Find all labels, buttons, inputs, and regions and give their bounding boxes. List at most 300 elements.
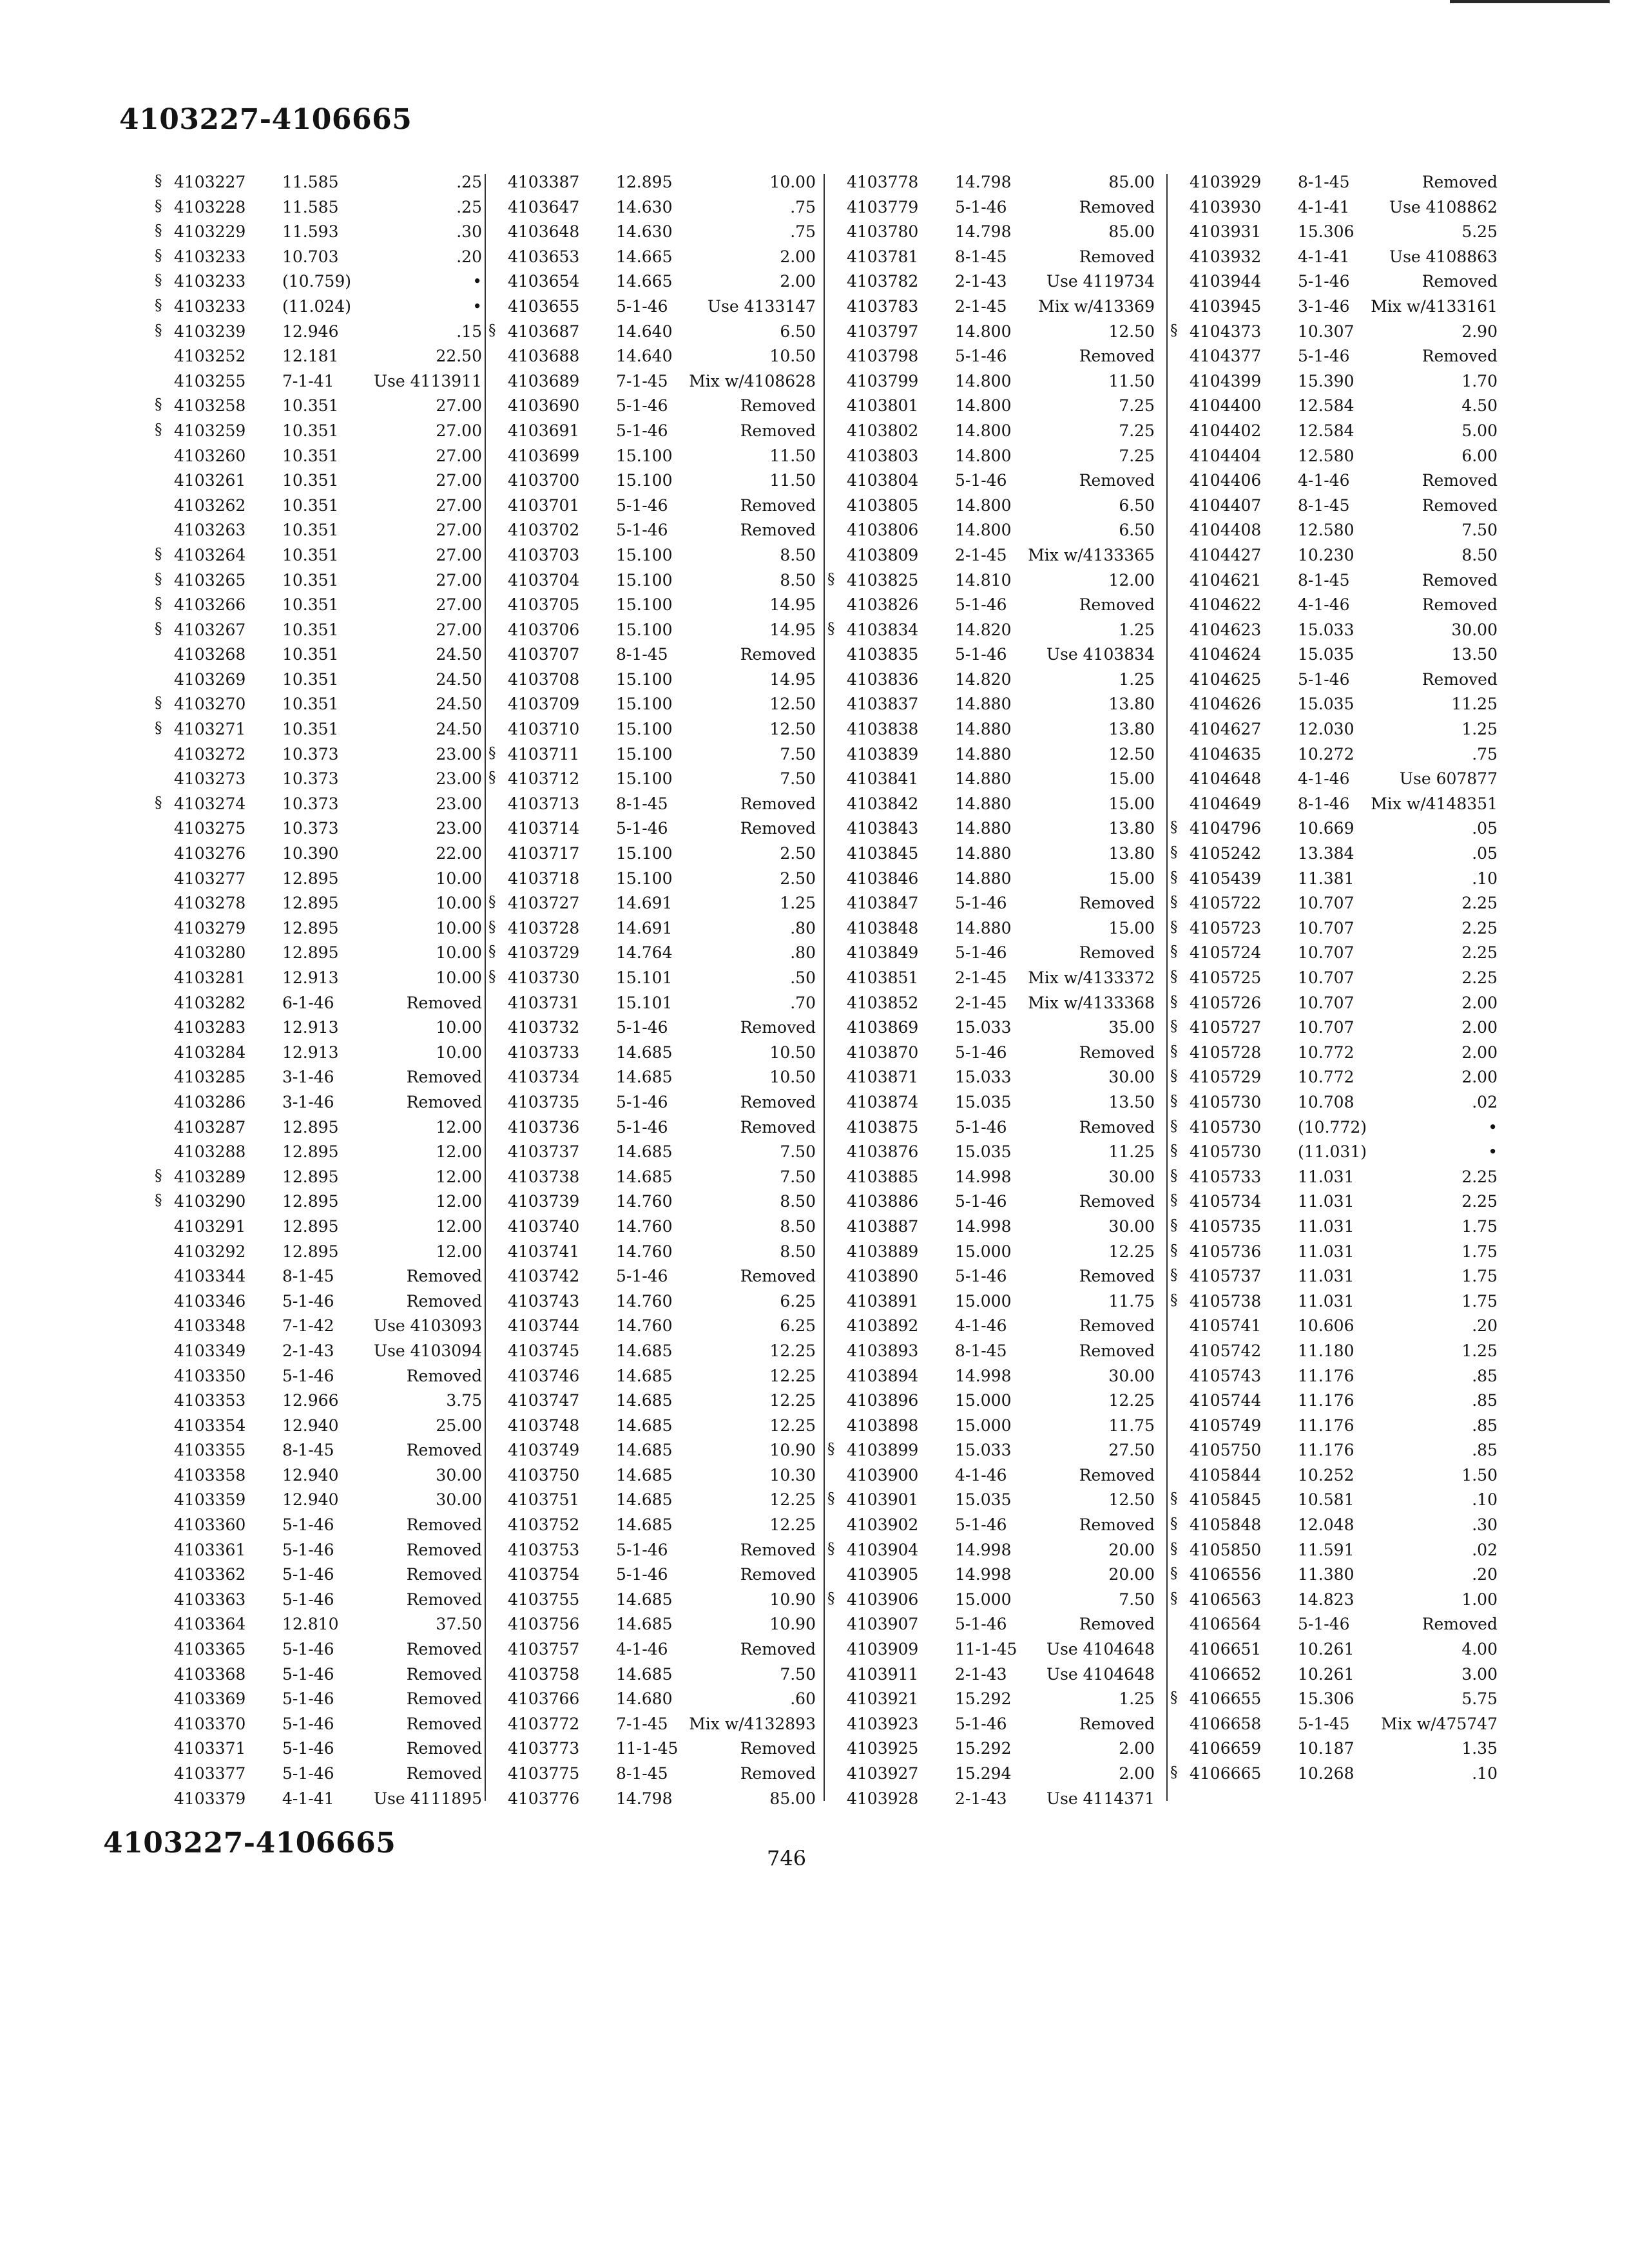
listing-price: 13.80 — [1108, 695, 1155, 714]
listing-row — [155, 194, 496, 219]
part-number: 4103775 — [508, 1764, 580, 1783]
part-number: 4103845 — [847, 844, 919, 863]
listing-price: 7.25 — [1119, 421, 1155, 440]
listing-price: 2.00 — [780, 247, 816, 266]
listing-value: 14.800 — [955, 371, 1012, 390]
listing-value: 14.998 — [955, 1216, 1012, 1236]
listing-row — [155, 1586, 496, 1611]
part-number: 4104624 — [1190, 645, 1262, 664]
part-number: 4103368 — [174, 1664, 246, 1684]
listing-row — [1170, 1064, 1512, 1089]
listing-value: 4-1-46 — [616, 1640, 668, 1659]
listing-value: 15.101 — [616, 968, 673, 987]
listing-price: .75 — [1472, 744, 1498, 764]
listing-row — [1170, 1213, 1512, 1238]
listing-value: 7-1-41 — [282, 371, 334, 390]
listing-value: 15.100 — [616, 595, 673, 615]
listing-value: 5-1-46 — [616, 521, 668, 540]
listing-value: 10.581 — [1298, 1490, 1354, 1510]
listing-row — [488, 293, 830, 318]
listing-price: 12.50 — [769, 720, 816, 739]
listing-row — [1170, 1735, 1512, 1760]
listing-price: .85 — [1472, 1416, 1498, 1435]
listing-row — [827, 392, 1169, 418]
listing-value: 14.998 — [955, 1366, 1012, 1385]
listing-value: 11.176 — [1298, 1416, 1354, 1435]
listing-row — [155, 1114, 496, 1139]
listing-price: .75 — [790, 197, 816, 216]
section-mark: § — [1170, 844, 1178, 861]
part-number: 4103228 — [174, 197, 246, 216]
listing-value: 8-1-45 — [955, 247, 1007, 266]
listing-value: 14.640 — [616, 322, 673, 341]
listing-value: 14.685 — [616, 1664, 673, 1684]
listing-row — [488, 1760, 830, 1785]
listing-row — [155, 741, 496, 766]
listing-value: 15.100 — [616, 720, 673, 739]
part-number: 4103834 — [847, 620, 919, 639]
section-mark: § — [155, 296, 162, 314]
listing-row — [488, 567, 830, 592]
listing-value: 5-1-46 — [955, 347, 1007, 366]
listing-price: 10.30 — [769, 1465, 816, 1485]
listing-value: 6-1-46 — [282, 993, 334, 1012]
listing-price: • — [472, 296, 482, 316]
section-mark: § — [1170, 1192, 1178, 1209]
part-number: 4105743 — [1190, 1366, 1262, 1385]
listing-value: 15.000 — [955, 1391, 1012, 1410]
listing-price: 2.00 — [1119, 1739, 1155, 1758]
listing-row — [827, 1338, 1169, 1363]
listing-price: Removed — [406, 1590, 482, 1609]
part-number: 4103835 — [847, 645, 919, 664]
listing-price: 27.00 — [436, 471, 482, 490]
listing-value: 4-1-41 — [1298, 247, 1350, 266]
part-number: 4103896 — [847, 1391, 919, 1410]
listing-value: 12.895 — [282, 869, 339, 888]
listing-value: 11.031 — [1298, 1291, 1354, 1311]
listing-value: 12.940 — [282, 1416, 339, 1435]
listing-price: 2.25 — [1461, 894, 1498, 913]
listing-row — [488, 343, 830, 368]
listing-value: 4-1-41 — [282, 1789, 334, 1808]
column-divider — [824, 174, 825, 1801]
listing-value: 12.580 — [1298, 521, 1354, 540]
listing-value: 10.707 — [1298, 918, 1354, 937]
listing-value: 14.760 — [616, 1242, 673, 1261]
listing-value: 15.000 — [955, 1242, 1012, 1261]
listing-row — [155, 840, 496, 865]
part-number: 4104427 — [1190, 545, 1262, 564]
listing-value: 10.351 — [282, 570, 339, 590]
listing-price: 12.25 — [769, 1391, 816, 1410]
listing-row — [1170, 567, 1512, 592]
listing-row — [827, 418, 1169, 443]
part-number: 4103229 — [174, 222, 246, 242]
listing-row — [1170, 542, 1512, 567]
listing-value: 5-1-46 — [955, 1515, 1007, 1535]
listing-price: Removed — [406, 1092, 482, 1111]
listing-row — [827, 1686, 1169, 1711]
part-number: 4103729 — [508, 943, 580, 963]
listing-row — [827, 865, 1169, 890]
listing-row — [488, 1611, 830, 1636]
section-mark: § — [488, 968, 496, 985]
part-number: 4103741 — [508, 1242, 580, 1261]
listing-value: 10.268 — [1298, 1764, 1354, 1783]
part-number: 4103227 — [174, 173, 246, 191]
listing-price: .02 — [1472, 1092, 1498, 1111]
listing-value: 14.760 — [616, 1316, 673, 1336]
part-number: 4103734 — [508, 1068, 580, 1087]
listing-row — [488, 1188, 830, 1213]
listing-price: 4.50 — [1461, 396, 1498, 416]
listing-row — [827, 1661, 1169, 1686]
listing-price: 30.00 — [436, 1490, 482, 1510]
listing-value: 12.048 — [1298, 1515, 1354, 1535]
part-number: 4104377 — [1190, 347, 1262, 366]
listing-row — [488, 1288, 830, 1313]
listing-row — [1170, 1188, 1512, 1213]
part-number: 4103233 — [174, 247, 246, 266]
listing-row — [827, 1213, 1169, 1238]
listing-price: 30.00 — [1108, 1366, 1155, 1385]
listing-price: Removed — [740, 1739, 816, 1758]
listing-price: 3.00 — [1461, 1664, 1498, 1684]
listing-value: 15.292 — [955, 1689, 1012, 1709]
listing-price: • — [472, 272, 482, 291]
listing-row — [1170, 1537, 1512, 1562]
listing-row — [155, 791, 496, 816]
part-number: 4103886 — [847, 1192, 919, 1211]
listing-value: 14.800 — [955, 322, 1012, 341]
listing-row — [1170, 840, 1512, 865]
listing-value: 15.294 — [955, 1764, 1012, 1783]
part-number: 4106658 — [1190, 1714, 1262, 1733]
listing-row — [488, 218, 830, 244]
listing-value: 15.035 — [1298, 695, 1354, 714]
listing-value: 15.000 — [955, 1590, 1012, 1609]
listing-value: 4-1-41 — [1298, 197, 1350, 216]
listing-price: Removed — [1079, 1043, 1155, 1062]
listing-row — [155, 293, 496, 318]
listing-value: 11.031 — [1298, 1242, 1354, 1261]
section-mark: § — [488, 943, 496, 961]
section-mark: § — [1170, 322, 1178, 339]
part-number: 4105741 — [1190, 1316, 1262, 1336]
part-number: 4106556 — [1190, 1565, 1262, 1584]
listing-price: Use 4104648 — [1046, 1664, 1155, 1684]
listing-price: 24.50 — [436, 645, 482, 664]
part-number: 4103274 — [174, 794, 246, 813]
part-number: 4105726 — [1190, 993, 1262, 1012]
listing-row — [827, 567, 1169, 592]
listing-price: 85.00 — [1108, 222, 1155, 242]
listing-price: Mix w/4133368 — [1028, 993, 1155, 1012]
part-number: 4103755 — [508, 1590, 580, 1609]
listing-price: • — [1488, 1117, 1498, 1137]
listing-row — [827, 741, 1169, 766]
listing-row — [827, 443, 1169, 468]
listing-value: 10.351 — [282, 495, 339, 515]
listing-price: 10.00 — [436, 943, 482, 963]
listing-row — [488, 467, 830, 492]
listing-value: 2-1-43 — [955, 1789, 1007, 1808]
part-number: 4103799 — [847, 371, 919, 390]
part-number: 4103797 — [847, 322, 919, 341]
listing-price: Removed — [740, 1267, 816, 1286]
part-number: 4103280 — [174, 943, 246, 963]
part-number: 4103843 — [847, 819, 919, 838]
part-number: 4103359 — [174, 1490, 246, 1510]
listing-value: 10.230 — [1298, 545, 1354, 564]
listing-row — [1170, 1412, 1512, 1437]
listing-price: 12.00 — [436, 1242, 482, 1261]
listing-row — [1170, 1312, 1512, 1338]
listing-value: 15.033 — [1298, 620, 1354, 639]
section-mark: § — [1170, 1167, 1178, 1184]
listing-value: 10.351 — [282, 669, 339, 689]
part-number: 4103687 — [508, 322, 580, 341]
part-number: 4103699 — [508, 446, 580, 465]
listing-price: Removed — [1422, 173, 1498, 191]
part-number: 4103266 — [174, 595, 246, 615]
part-number: 4105730 — [1190, 1092, 1262, 1111]
listing-price: 1.00 — [1461, 1590, 1498, 1609]
listing-price: Removed — [1422, 669, 1498, 689]
listing-price: 23.00 — [436, 794, 482, 813]
listing-value: 14.823 — [1298, 1590, 1354, 1609]
listing-row — [1170, 1760, 1512, 1785]
part-number: 4103727 — [508, 894, 580, 913]
listing-price: .05 — [1472, 819, 1498, 838]
listing-value: 14.685 — [616, 1441, 673, 1460]
part-number: 4105724 — [1190, 943, 1262, 963]
part-number: 4103264 — [174, 545, 246, 564]
listing-value: 10.373 — [282, 744, 339, 764]
part-number: 4104621 — [1190, 570, 1262, 590]
listing-value: 14.764 — [616, 943, 673, 963]
listing-price: 7.50 — [780, 1167, 816, 1186]
listing-value: 15.100 — [616, 446, 673, 465]
part-number: 4103362 — [174, 1565, 246, 1584]
listing-value: 5-1-46 — [955, 1117, 1007, 1137]
part-number: 4103779 — [847, 197, 919, 216]
part-number: 4103282 — [174, 993, 246, 1012]
section-mark: § — [1170, 1590, 1178, 1607]
listing-price: .60 — [790, 1689, 816, 1709]
listing-row — [1170, 1636, 1512, 1661]
listing-price: Removed — [406, 1441, 482, 1460]
listing-price: Removed — [1079, 1192, 1155, 1211]
listing-row — [1170, 765, 1512, 791]
part-number: 4104400 — [1190, 396, 1262, 416]
listing-price: 8.50 — [1461, 545, 1498, 564]
listing-price: Removed — [1422, 272, 1498, 291]
listing-price: 6.50 — [780, 322, 816, 341]
listing-price: Removed — [1079, 197, 1155, 216]
part-number: 4103905 — [847, 1565, 919, 1584]
listing-row — [155, 1139, 496, 1164]
part-number: 4103653 — [508, 247, 580, 266]
part-number: 4103778 — [847, 173, 919, 191]
part-number: 4103369 — [174, 1689, 246, 1709]
listing-value: 5-1-46 — [955, 943, 1007, 963]
listing-row — [1170, 591, 1512, 617]
listing-row — [488, 244, 830, 269]
listing-value: 5-1-46 — [282, 1689, 334, 1709]
listing-column-3 — [827, 169, 1169, 1810]
listing-row — [155, 169, 496, 194]
part-number: 4103735 — [508, 1092, 580, 1111]
listing-value: 10.351 — [282, 521, 339, 540]
listing-row — [488, 392, 830, 418]
listing-value: 10.261 — [1298, 1640, 1354, 1659]
listing-row — [155, 1213, 496, 1238]
listing-value: 15.100 — [616, 695, 673, 714]
part-number: 4104796 — [1190, 819, 1262, 838]
listing-value: 5-1-46 — [955, 1043, 1007, 1062]
listing-price: 15.00 — [1108, 794, 1155, 813]
listing-row — [155, 542, 496, 567]
listing-row — [488, 791, 830, 816]
listing-row — [488, 865, 830, 890]
listing-price: 12.25 — [1108, 1391, 1155, 1410]
part-number: 4105844 — [1190, 1465, 1262, 1485]
part-number: 4103805 — [847, 495, 919, 515]
listing-price: 10.00 — [769, 173, 816, 191]
listing-row — [827, 1188, 1169, 1213]
listing-row — [155, 418, 496, 443]
part-number: 4103900 — [847, 1465, 919, 1485]
listing-value: 15.035 — [955, 1092, 1012, 1111]
listing-row — [155, 1039, 496, 1064]
part-number: 4105738 — [1190, 1291, 1262, 1311]
listing-value: 12.584 — [1298, 421, 1354, 440]
listing-value: 12.895 — [282, 1167, 339, 1186]
listing-price: .80 — [790, 918, 816, 937]
section-mark: § — [488, 744, 496, 762]
listing-price: 2.50 — [780, 844, 816, 863]
listing-value: 14.685 — [616, 1515, 673, 1535]
listing-value: 10.373 — [282, 794, 339, 813]
part-number: 4103846 — [847, 869, 919, 888]
listing-price: .02 — [1472, 1540, 1498, 1559]
part-number: 4103255 — [174, 371, 246, 390]
listing-row — [155, 1387, 496, 1412]
listing-price: 12.25 — [769, 1341, 816, 1360]
part-number: 4103377 — [174, 1764, 246, 1783]
part-number: 4104648 — [1190, 769, 1262, 789]
section-mark: § — [1170, 1142, 1178, 1160]
part-number: 4103276 — [174, 844, 246, 863]
part-number: 4103925 — [847, 1739, 919, 1758]
listing-price: Mix w/475747 — [1381, 1714, 1498, 1733]
listing-value: 12.895 — [282, 1192, 339, 1211]
part-number: 4105850 — [1190, 1540, 1262, 1559]
listing-price: 22.50 — [436, 347, 482, 366]
part-number: 4103932 — [1190, 247, 1262, 266]
listing-row — [155, 1785, 496, 1811]
part-number: 4103772 — [508, 1714, 580, 1733]
listing-price: .15 — [456, 322, 482, 341]
part-number: 4103889 — [847, 1242, 919, 1261]
listing-price: Removed — [1422, 1615, 1498, 1634]
listing-row — [1170, 1363, 1512, 1388]
part-number: 4103944 — [1190, 272, 1262, 291]
listing-row — [827, 1039, 1169, 1064]
part-number: 4103273 — [174, 769, 246, 789]
part-number: 4103286 — [174, 1092, 246, 1111]
listing-value: 10.772 — [1298, 1043, 1354, 1062]
listing-value: 5-1-46 — [955, 197, 1007, 216]
listing-value: 2-1-45 — [955, 993, 1007, 1012]
listing-row — [1170, 368, 1512, 393]
listing-price: 2.00 — [1461, 1068, 1498, 1087]
listing-row — [827, 716, 1169, 741]
part-number: 4103875 — [847, 1117, 919, 1137]
listing-row — [488, 1711, 830, 1736]
part-number: 4103707 — [508, 645, 580, 664]
listing-price: 2.25 — [1461, 968, 1498, 987]
listing-price: Mix w/4133372 — [1028, 968, 1155, 987]
part-number: 4105723 — [1190, 918, 1262, 937]
listing-price: Use 4103834 — [1046, 645, 1155, 664]
listing-row — [827, 1139, 1169, 1164]
listing-value: 14.685 — [616, 1490, 673, 1510]
part-number: 4103344 — [174, 1267, 246, 1286]
listing-value: 12.580 — [1298, 446, 1354, 465]
part-number: 4104406 — [1190, 471, 1262, 490]
listing-row — [488, 1363, 830, 1388]
listing-row — [827, 1412, 1169, 1437]
part-number: 4103745 — [508, 1341, 580, 1360]
listing-row — [488, 443, 830, 468]
listing-row — [488, 765, 830, 791]
listing-price: .85 — [1472, 1391, 1498, 1410]
listing-price: 13.80 — [1108, 720, 1155, 739]
part-number: 4103911 — [847, 1664, 919, 1684]
listing-value: 14.880 — [955, 794, 1012, 813]
listing-value: 5-1-46 — [282, 1540, 334, 1559]
listing-row — [1170, 890, 1512, 915]
part-number: 4103705 — [508, 595, 580, 615]
listing-row — [1170, 1661, 1512, 1686]
listing-value: 5-1-46 — [616, 495, 668, 515]
listing-price: Removed — [1422, 595, 1498, 615]
listing-value: 12.895 — [616, 173, 673, 191]
listing-value: 5-1-46 — [955, 645, 1007, 664]
listing-row — [155, 1089, 496, 1114]
listing-price: 27.00 — [436, 446, 482, 465]
listing-price: 11.25 — [1451, 695, 1498, 714]
listing-row — [827, 1537, 1169, 1562]
listing-row — [488, 1437, 830, 1462]
listing-price: 6.00 — [1461, 446, 1498, 465]
listing-value: 15.100 — [616, 844, 673, 863]
part-number: 4103826 — [847, 595, 919, 615]
listing-value: 14.685 — [616, 1142, 673, 1162]
listing-value: 14.798 — [955, 173, 1012, 191]
listing-row — [488, 1213, 830, 1238]
part-number: 4103706 — [508, 620, 580, 639]
part-number: 4105735 — [1190, 1216, 1262, 1236]
listing-price: 12.00 — [1108, 570, 1155, 590]
listing-row — [827, 194, 1169, 219]
page-number: 746 — [767, 1846, 807, 1870]
part-number: 4103283 — [174, 1018, 246, 1037]
listing-price: • — [1488, 1142, 1498, 1162]
